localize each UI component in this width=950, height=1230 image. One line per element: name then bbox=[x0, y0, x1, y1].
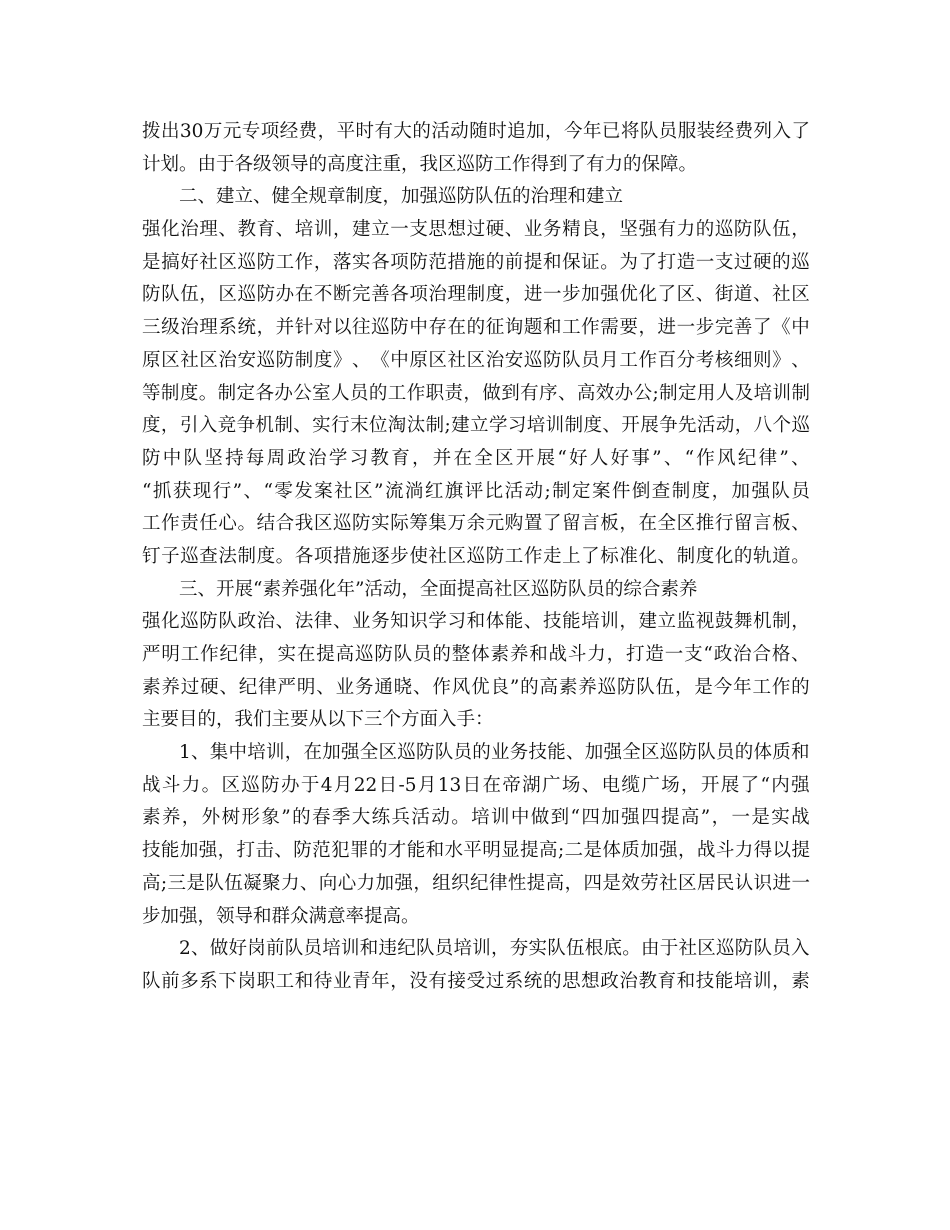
text-line: 原 区 社 区 治 安 巡 防 制 度 》 、 《 中 原 区 社 区 治 安 巡 防 队 员 月 工 作 百 分 考 核 细 则 》 、 bbox=[142, 349, 810, 371]
text-line: 队 前 多 系 下 岗 职 工 和 待 业 青 年 ， 没 有 接 受 过 系 统 的 思 想 政 治 教 育 和 技 能 培 训 ， 素 bbox=[142, 970, 810, 992]
text-line: 计划。由于各级领导的高度注重，我区巡防工作得到了有力的保障。 bbox=[142, 153, 698, 175]
text-line: 技 能 加 强 ， 打 击 、 防 范 犯 罪 的 才 能 和 水 平 明 显 提 高 ; 二 是 体 质 加 强 ， 战 斗 力 得 以 提 bbox=[142, 840, 810, 862]
text-line: “ 抓 获 现 行 ” 、 “ 零 发 案 社 区 ” 流 淌 红 旗 评 比 活 动 ; 制 定 案 件 倒 查 制 度 ， 加 强 队 员 bbox=[142, 480, 810, 502]
text-line: 步加强，领导和群众满意率提高。 bbox=[142, 905, 420, 927]
document-body bbox=[142, 116, 810, 999]
text-line: 高 ; 三 是 队 伍 凝 聚 力 、 向 心 力 加 强 ， 组 织 纪 律 性 提 高 ， 四 是 效 劳 社 区 居 民 认 识 进 一 bbox=[142, 872, 810, 894]
text-line: 防 中 队 坚 持 每 周 政 治 学 习 教 育 ， 并 在 全 区 开 展 “ 好 人 好 事 ” 、 “ 作 风 纪 律 ” 、 bbox=[142, 447, 810, 469]
text-line: 强 化 治 理 、 教 育 、 培 训 ， 建 立 一 支 思 想 过 硬 、 业 务 精 良 ， 坚 强 有 力 的 巡 防 队 伍 ， bbox=[142, 219, 810, 241]
text-line: 二、建立、健全规章制度，加强巡防队伍的治理和建立 bbox=[179, 186, 624, 208]
text-line: 主要目的，我们主要从以下三个方面入手： bbox=[142, 709, 494, 731]
text-line: 素 养 过 硬 、 纪 律 严 明 、 业 务 通 晓 、 作 风 优 良 ” 的 高 素 养 巡 防 队 伍 ， 是 今 年 工 作 的 bbox=[142, 676, 810, 698]
text-line: 2 、 做 好 岗 前 队 员 培 训 和 违 纪 队 员 培 训 ， 夯 实 队 伍 根 底 。 由 于 社 区 巡 防 队 员 入 bbox=[179, 938, 810, 960]
text-line: 三、开展“素养强化年”活动，全面提高社区巡防队员的综合素养 bbox=[179, 578, 698, 600]
text-line: 度 ， 引 入 竞 争 机 制 、 实 行 末 位 淘 汰 制 ; 建 立 学 习 培 训 制 度 、 开 展 争 先 活 动 ， 八 个 巡 bbox=[142, 415, 810, 437]
text-line: 等 制 度 。 制 定 各 办 公 室 人 员 的 工 作 职 责 ， 做 到 有 序 、 高 效 办 公 ; 制 定 用 人 及 培 训 制 bbox=[142, 382, 810, 404]
text-line: 钉 子 巡 查 法 制 度 。 各 项 措 施 逐 步 使 社 区 巡 防 工 作 走 上 了 标 准 化 、 制 度 化 的 轨 道 。 bbox=[142, 545, 810, 567]
text-line: 严 明 工 作 纪 律 ， 实 在 提 高 巡 防 队 员 的 整 体 素 养 和 战 斗 力 ， 打 造 一 支 “ 政 治 合 格 、 bbox=[142, 644, 810, 665]
text-line: 工 作 责 任 心 。 结 合 我 区 巡 防 实 际 筹 集 万 余 元 购 置 了 留 言 板 ， 在 全 区 推 行 留 言 板 、 bbox=[142, 513, 810, 535]
text-line: 素 养 ， 外 树 形 象 ” 的 春 季 大 练 兵 活 动 。 培 训 中 做 到 “ 四 加 强 四 提 高 ” ， 一 是 实 战 bbox=[142, 807, 810, 829]
text-line: 拨 出 30 万 元 专 项 经 费 ， 平 时 有 大 的 活 动 随 时 追 加 ， 今 年 已 将 队 员 服 装 经 费 列 入 了 bbox=[142, 121, 810, 142]
text-line: 是 搞 好 社 区 巡 防 工 作 ， 落 实 各 项 防 范 措 施 的 前 提 和 保 证 。 为 了 打 造 一 支 过 硬 的 巡 bbox=[142, 251, 810, 273]
text-line: 战 斗 力 。 区 巡 防 办 于 4 月 22 日 -5 月 13 日 在 帝 湖 广 场 、 电 缆 广 场 ， 开 展 了 “ 内 强 bbox=[142, 774, 810, 796]
text-line: 三 级 治 理 系 统 ， 并 针 对 以 往 巡 防 中 存 在 的 征 询 题 和 工 作 需 要 ， 进 一 步 完 善 了 《 中 bbox=[142, 317, 810, 339]
text-line: 强 化 巡 防 队 政 治 、 法 律 、 业 务 知 识 学 习 和 体 能 、 技 能 培 训 ， 建 立 监 视 鼓 舞 机 制 ， bbox=[142, 611, 810, 633]
text-line: 防 队 伍 ， 区 巡 防 办 在 不 断 完 善 各 项 治 理 制 度 ， 进 一 步 加 强 优 化 了 区 、 街 道 、 社 区 bbox=[142, 284, 810, 306]
text-line: 1 、 集 中 培 训 ， 在 加 强 全 区 巡 防 队 员 的 业 务 技 能 、 加 强 全 区 巡 防 队 员 的 体 质 和 bbox=[179, 742, 810, 764]
